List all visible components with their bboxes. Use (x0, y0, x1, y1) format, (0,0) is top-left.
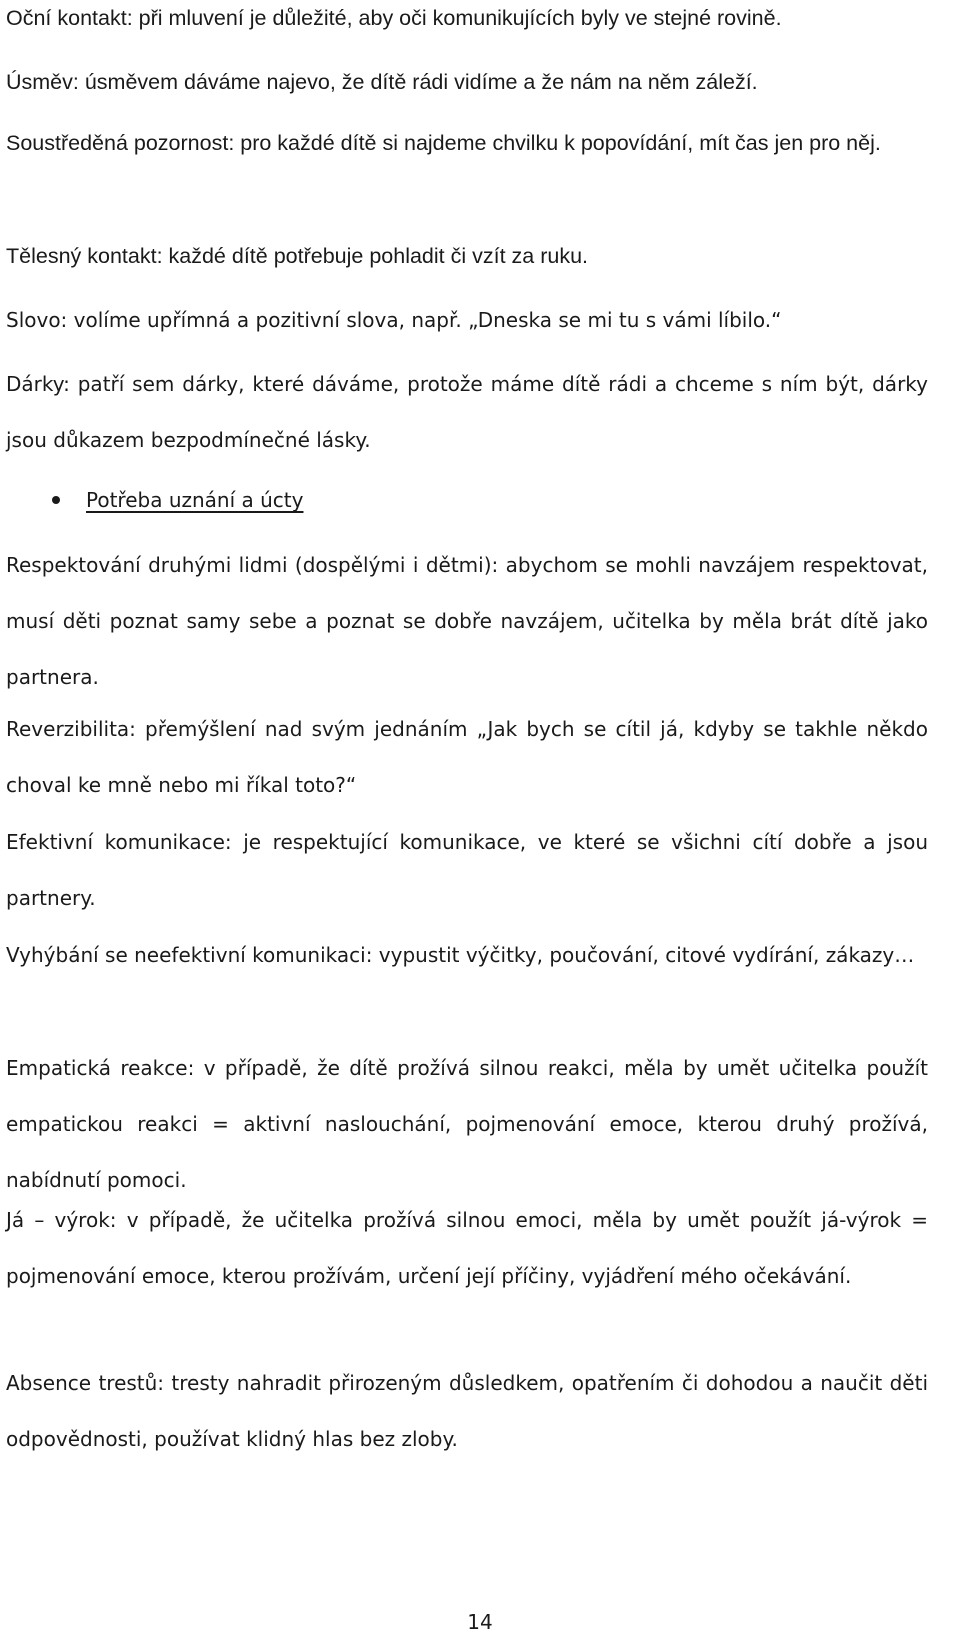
paragraph-physical-contact: Tělesný kontakt: každé dítě potřebuje pohladit či vzít za ruku. (6, 244, 589, 268)
bullet-heading: Potřeba uznání a úcty (86, 488, 304, 512)
paragraph-avoid-ineffective-communication: Vyhýbání se neefektivní komunikaci: vypustit výčitky, poučování, citové vydírání, zákazy… (6, 943, 915, 967)
paragraph-eye-contact: Oční kontakt: při mluvení je důležité, aby oči komunikujících byly ve stejné rovině. (6, 6, 782, 30)
paragraph-focused-attention: Soustředěná pozornost: pro každé dítě si najdeme chvilku k popovídání, mít čas jen pro něj. (6, 131, 881, 155)
page-number: 14 (467, 1610, 493, 1634)
bullet-icon (52, 496, 60, 504)
paragraph-respect: Respektování druhými lidmi (dospělými i dětmi): abychom se mohli navzájem respektovat, musí děti poznat samy sebe a poznat se dobře navzájem, učitelka by měla brát dítě jako partnera. (6, 553, 928, 689)
paragraph-effective-communication: Efektivní komunikace: je respektující komunikace, ve které se všichni cítí dobře a jsou partnery. (6, 830, 928, 910)
paragraph-smile: Úsměv: úsměvem dáváme najevo, že dítě rádi vidíme a že nám na něm záleží. (6, 70, 758, 94)
paragraph-word: Slovo: volíme upřímná a pozitivní slova, např. „Dneska se mi tu s vámi líbilo.“ (6, 308, 782, 332)
paragraph-gifts: Dárky: patří sem dárky, které dáváme, protože máme dítě rádi a chceme s ním být, dárky jsou důkazem bezpodmínečné lásky. (6, 372, 928, 452)
paragraph-empathic-reaction: Empatická reakce: v případě, že dítě prožívá silnou reakci, měla by umět učitelka použít empatickou reakci = aktivní naslouchání, pojmenování emoce, kterou druhý prožívá, nabídnutí pomoci. (6, 1056, 928, 1192)
paragraph-i-statement: Já – výrok: v případě, že učitelka prožívá silnou emoci, měla by umět použít já-výrok = pojmenování emoce, kterou prožívám, určení její příčiny, vyjádření mého očekávání. (6, 1208, 928, 1288)
paragraph-reversibility: Reverzibilita: přemýšlení nad svým jednáním „Jak bych se cítil já, kdyby se takhle někdo choval ke mně nebo mi říkal toto?“ (6, 717, 928, 797)
paragraph-absence-of-punishment: Absence trestů: tresty nahradit přirozeným důsledkem, opatřením či dohodou a naučit děti odpovědnosti, používat klidný hlas bez zloby. (6, 1371, 928, 1451)
